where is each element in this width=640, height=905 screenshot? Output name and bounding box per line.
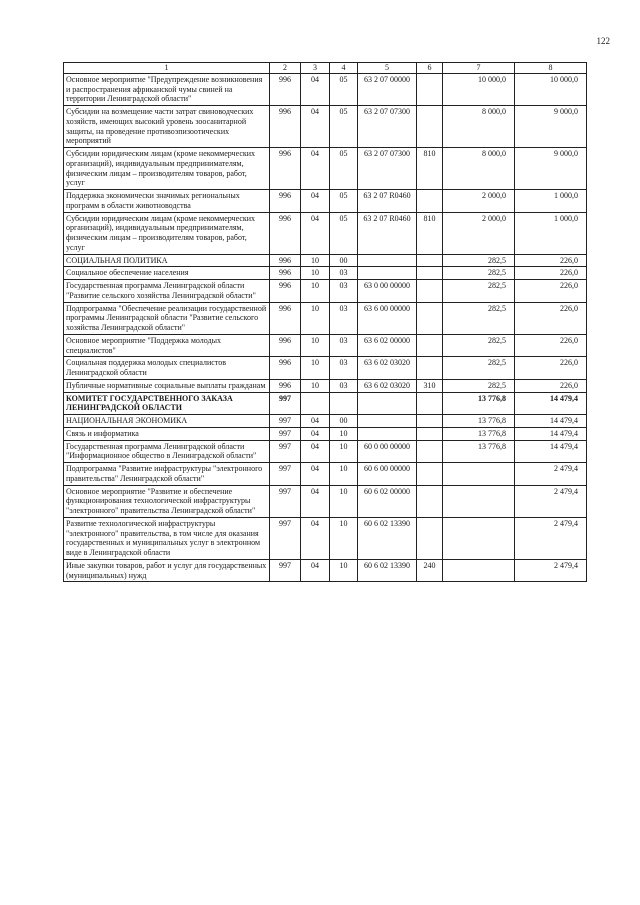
cell-target-article: 63 6 02 03020: [358, 357, 417, 380]
cell-section: 04: [301, 559, 330, 582]
cell-name: КОМИТЕТ ГОСУДАРСТВЕННОГО ЗАКАЗА ЛЕНИНГРАДСКОЙ ОБЛАСТИ: [64, 392, 270, 415]
cell-code: 996: [270, 106, 301, 148]
cell-expense-type: [417, 106, 443, 148]
cell-expense-type: [417, 392, 443, 415]
header-col-1: 1: [64, 63, 270, 74]
cell-target-article: [358, 427, 417, 440]
cell-code: 996: [270, 254, 301, 267]
cell-target-article: 63 2 07 R0460: [358, 190, 417, 213]
cell-subsection: 03: [330, 280, 358, 303]
table-row: [64, 392, 587, 415]
cell-code: 996: [270, 73, 301, 105]
cell-amount-2: 226,0: [515, 302, 587, 334]
cell-amount-2: 1 000,0: [515, 190, 587, 213]
cell-amount-2: 9 000,0: [515, 148, 587, 190]
page-number: 122: [596, 36, 610, 46]
table-row: [64, 267, 587, 280]
cell-target-article: 63 6 00 00000: [358, 302, 417, 334]
cell-subsection: 05: [330, 106, 358, 148]
cell-amount-1: 282,5: [443, 280, 515, 303]
cell-target-article: 63 2 07 00000: [358, 73, 417, 105]
cell-amount-2: 226,0: [515, 357, 587, 380]
table-row: [64, 485, 587, 517]
cell-section: 04: [301, 148, 330, 190]
header-col-8: 8: [515, 63, 587, 74]
cell-section: 04: [301, 73, 330, 105]
cell-expense-type: 310: [417, 379, 443, 392]
cell-amount-2: 2 479,4: [515, 559, 587, 582]
cell-target-article: 63 2 07 07300: [358, 106, 417, 148]
cell-expense-type: [417, 517, 443, 559]
header-col-3: 3: [301, 63, 330, 74]
cell-name: Социальное обеспечение населения: [64, 267, 270, 280]
cell-amount-1: [443, 559, 515, 582]
cell-amount-2: 9 000,0: [515, 106, 587, 148]
table-row: [64, 427, 587, 440]
cell-subsection: 10: [330, 517, 358, 559]
cell-section: 04: [301, 415, 330, 428]
cell-code: 997: [270, 415, 301, 428]
cell-target-article: [358, 415, 417, 428]
cell-section: 04: [301, 212, 330, 254]
cell-subsection: 05: [330, 190, 358, 213]
cell-expense-type: [417, 440, 443, 463]
cell-code: 997: [270, 427, 301, 440]
cell-name: Основное мероприятие "Поддержка молодых специалистов": [64, 334, 270, 357]
cell-expense-type: [417, 334, 443, 357]
cell-code: 997: [270, 559, 301, 582]
cell-amount-2: 226,0: [515, 254, 587, 267]
cell-subsection: 05: [330, 212, 358, 254]
table-row: [64, 190, 587, 213]
cell-amount-1: 13 776,8: [443, 415, 515, 428]
cell-target-article: [358, 392, 417, 415]
cell-expense-type: [417, 463, 443, 486]
cell-amount-2: 226,0: [515, 379, 587, 392]
cell-amount-1: 282,5: [443, 302, 515, 334]
cell-name: Связь и информатика: [64, 427, 270, 440]
header-col-5: 5: [358, 63, 417, 74]
table-row: [64, 302, 587, 334]
cell-amount-1: 13 776,8: [443, 427, 515, 440]
cell-expense-type: [417, 302, 443, 334]
cell-target-article: 60 6 02 13390: [358, 517, 417, 559]
cell-amount-2: 14 479,4: [515, 415, 587, 428]
cell-section: 10: [301, 379, 330, 392]
cell-target-article: 63 0 00 00000: [358, 280, 417, 303]
cell-amount-2: 14 479,4: [515, 427, 587, 440]
cell-amount-2: 226,0: [515, 267, 587, 280]
header-col-2: 2: [270, 63, 301, 74]
cell-expense-type: 810: [417, 148, 443, 190]
cell-amount-1: 282,5: [443, 254, 515, 267]
table-row: [64, 106, 587, 148]
cell-target-article: 63 6 02 03020: [358, 379, 417, 392]
table-row: [64, 212, 587, 254]
cell-expense-type: [417, 73, 443, 105]
cell-name: Основное мероприятие "Развитие и обеспечение функционирования технологической инфраструктуры "электронного" правительства Ленинградской области": [64, 485, 270, 517]
cell-amount-1: 10 000,0: [443, 73, 515, 105]
cell-target-article: [358, 267, 417, 280]
cell-expense-type: [417, 267, 443, 280]
cell-amount-2: 2 479,4: [515, 463, 587, 486]
cell-amount-1: 8 000,0: [443, 106, 515, 148]
cell-subsection: 00: [330, 254, 358, 267]
table-row: [64, 379, 587, 392]
cell-section: 10: [301, 334, 330, 357]
cell-expense-type: 240: [417, 559, 443, 582]
cell-amount-1: 282,5: [443, 379, 515, 392]
cell-code: 997: [270, 485, 301, 517]
cell-code: 996: [270, 190, 301, 213]
cell-name: Государственная программа Ленинградской области "Информационное общество в Ленинградской области": [64, 440, 270, 463]
cell-name: Субсидии юридическим лицам (кроме некоммерческих организаций), индивидуальным предпринимателям, физическим лицам – производителям товаров, работ, услуг: [64, 212, 270, 254]
table-row: [64, 254, 587, 267]
table-row: [64, 148, 587, 190]
cell-amount-1: [443, 517, 515, 559]
header-col-4: 4: [330, 63, 358, 74]
cell-target-article: 60 6 00 00000: [358, 463, 417, 486]
cell-section: 04: [301, 427, 330, 440]
cell-subsection: 03: [330, 379, 358, 392]
cell-target-article: 60 0 00 00000: [358, 440, 417, 463]
cell-code: 996: [270, 357, 301, 380]
cell-code: 997: [270, 463, 301, 486]
cell-section: 10: [301, 302, 330, 334]
cell-expense-type: [417, 427, 443, 440]
table-row: [64, 334, 587, 357]
cell-amount-1: 8 000,0: [443, 148, 515, 190]
cell-amount-2: 1 000,0: [515, 212, 587, 254]
cell-section: 04: [301, 463, 330, 486]
cell-amount-1: 2 000,0: [443, 190, 515, 213]
cell-target-article: 60 6 02 13390: [358, 559, 417, 582]
cell-amount-1: [443, 463, 515, 486]
cell-name: Иные закупки товаров, работ и услуг для государственных (муниципальных) нужд: [64, 559, 270, 582]
cell-section: 10: [301, 357, 330, 380]
cell-target-article: 63 2 07 07300: [358, 148, 417, 190]
cell-name: НАЦИОНАЛЬНАЯ ЭКОНОМИКА: [64, 415, 270, 428]
cell-target-article: 60 6 02 00000: [358, 485, 417, 517]
cell-expense-type: 810: [417, 212, 443, 254]
cell-expense-type: [417, 254, 443, 267]
cell-expense-type: [417, 415, 443, 428]
table-row: [64, 280, 587, 303]
cell-amount-1: 282,5: [443, 357, 515, 380]
cell-name: Поддержка экономически значимых региональных программ в области животноводства: [64, 190, 270, 213]
cell-name: Основное мероприятие "Предупреждение возникновения и распространения африканской чумы свиней на территории Ленинградской области": [64, 73, 270, 105]
budget-table: [63, 62, 587, 582]
cell-section: 04: [301, 440, 330, 463]
table-row: [64, 73, 587, 105]
cell-code: 996: [270, 267, 301, 280]
cell-amount-1: 13 776,8: [443, 440, 515, 463]
cell-amount-1: 282,5: [443, 267, 515, 280]
table-row: [64, 559, 587, 582]
cell-name: Субсидии юридическим лицам (кроме некоммерческих организаций), индивидуальным предпринимателям, физическим лицам – производителям товаров, работ, услуг: [64, 148, 270, 190]
cell-section: [301, 392, 330, 415]
cell-amount-1: 13 776,8: [443, 392, 515, 415]
table-header-row: [64, 63, 587, 74]
cell-name: Социальная поддержка молодых специалистов Ленинградской области: [64, 357, 270, 380]
cell-section: 04: [301, 485, 330, 517]
cell-code: 996: [270, 302, 301, 334]
cell-code: 996: [270, 212, 301, 254]
cell-amount-2: 226,0: [515, 334, 587, 357]
cell-code: 996: [270, 148, 301, 190]
cell-subsection: 00: [330, 415, 358, 428]
cell-amount-1: [443, 485, 515, 517]
cell-subsection: [330, 392, 358, 415]
cell-expense-type: [417, 280, 443, 303]
cell-expense-type: [417, 357, 443, 380]
cell-code: 997: [270, 517, 301, 559]
cell-amount-2: 2 479,4: [515, 517, 587, 559]
header-col-6: 6: [417, 63, 443, 74]
cell-code: 996: [270, 334, 301, 357]
cell-name: Развитие технологической инфраструктуры "электронного" правительства, в том числе для оказания государственных и муниципальных услуг в электронном виде в Ленинградской области: [64, 517, 270, 559]
cell-section: 04: [301, 106, 330, 148]
cell-name: Публичные нормативные социальные выплаты гражданам: [64, 379, 270, 392]
budget-table-body: [64, 73, 587, 582]
cell-name: Государственная программа Ленинградской области "Развитие сельского хозяйства Ленинградской области": [64, 280, 270, 303]
cell-target-article: 63 6 02 00000: [358, 334, 417, 357]
cell-code: 997: [270, 440, 301, 463]
cell-section: 04: [301, 190, 330, 213]
cell-name: СОЦИАЛЬНАЯ ПОЛИТИКА: [64, 254, 270, 267]
cell-amount-2: 14 479,4: [515, 392, 587, 415]
cell-section: 04: [301, 517, 330, 559]
table-row: [64, 517, 587, 559]
cell-subsection: 03: [330, 334, 358, 357]
cell-expense-type: [417, 190, 443, 213]
cell-section: 10: [301, 267, 330, 280]
table-row: [64, 357, 587, 380]
cell-subsection: 03: [330, 357, 358, 380]
cell-target-article: [358, 254, 417, 267]
table-row: [64, 440, 587, 463]
cell-amount-1: 2 000,0: [443, 212, 515, 254]
cell-section: 10: [301, 254, 330, 267]
cell-code: 996: [270, 379, 301, 392]
cell-code: 996: [270, 280, 301, 303]
cell-target-article: 63 2 07 R0460: [358, 212, 417, 254]
cell-amount-2: 10 000,0: [515, 73, 587, 105]
cell-subsection: 10: [330, 485, 358, 517]
header-col-7: 7: [443, 63, 515, 74]
cell-name: Подпрограмма "Обеспечение реализации государственной программы Ленинградской области "Развитие сельского хозяйства Ленинградской области": [64, 302, 270, 334]
cell-subsection: 10: [330, 427, 358, 440]
cell-section: 10: [301, 280, 330, 303]
cell-amount-1: 282,5: [443, 334, 515, 357]
cell-subsection: 05: [330, 73, 358, 105]
cell-expense-type: [417, 485, 443, 517]
cell-amount-2: 14 479,4: [515, 440, 587, 463]
cell-name: Подпрограмма "Развитие инфраструктуры "электронного правительства" Ленинградской области": [64, 463, 270, 486]
cell-amount-2: 2 479,4: [515, 485, 587, 517]
cell-code: 997: [270, 392, 301, 415]
cell-subsection: 10: [330, 440, 358, 463]
table-row: [64, 463, 587, 486]
cell-subsection: 10: [330, 463, 358, 486]
cell-subsection: 03: [330, 302, 358, 334]
cell-subsection: 05: [330, 148, 358, 190]
cell-subsection: 10: [330, 559, 358, 582]
cell-subsection: 03: [330, 267, 358, 280]
cell-amount-2: 226,0: [515, 280, 587, 303]
table-row: [64, 415, 587, 428]
cell-name: Субсидии на возмещение части затрат свиноводческих хозяйств, имеющих высокий уровень зоосанитарной защиты, на проведение противоэпизоотических мероприятий: [64, 106, 270, 148]
